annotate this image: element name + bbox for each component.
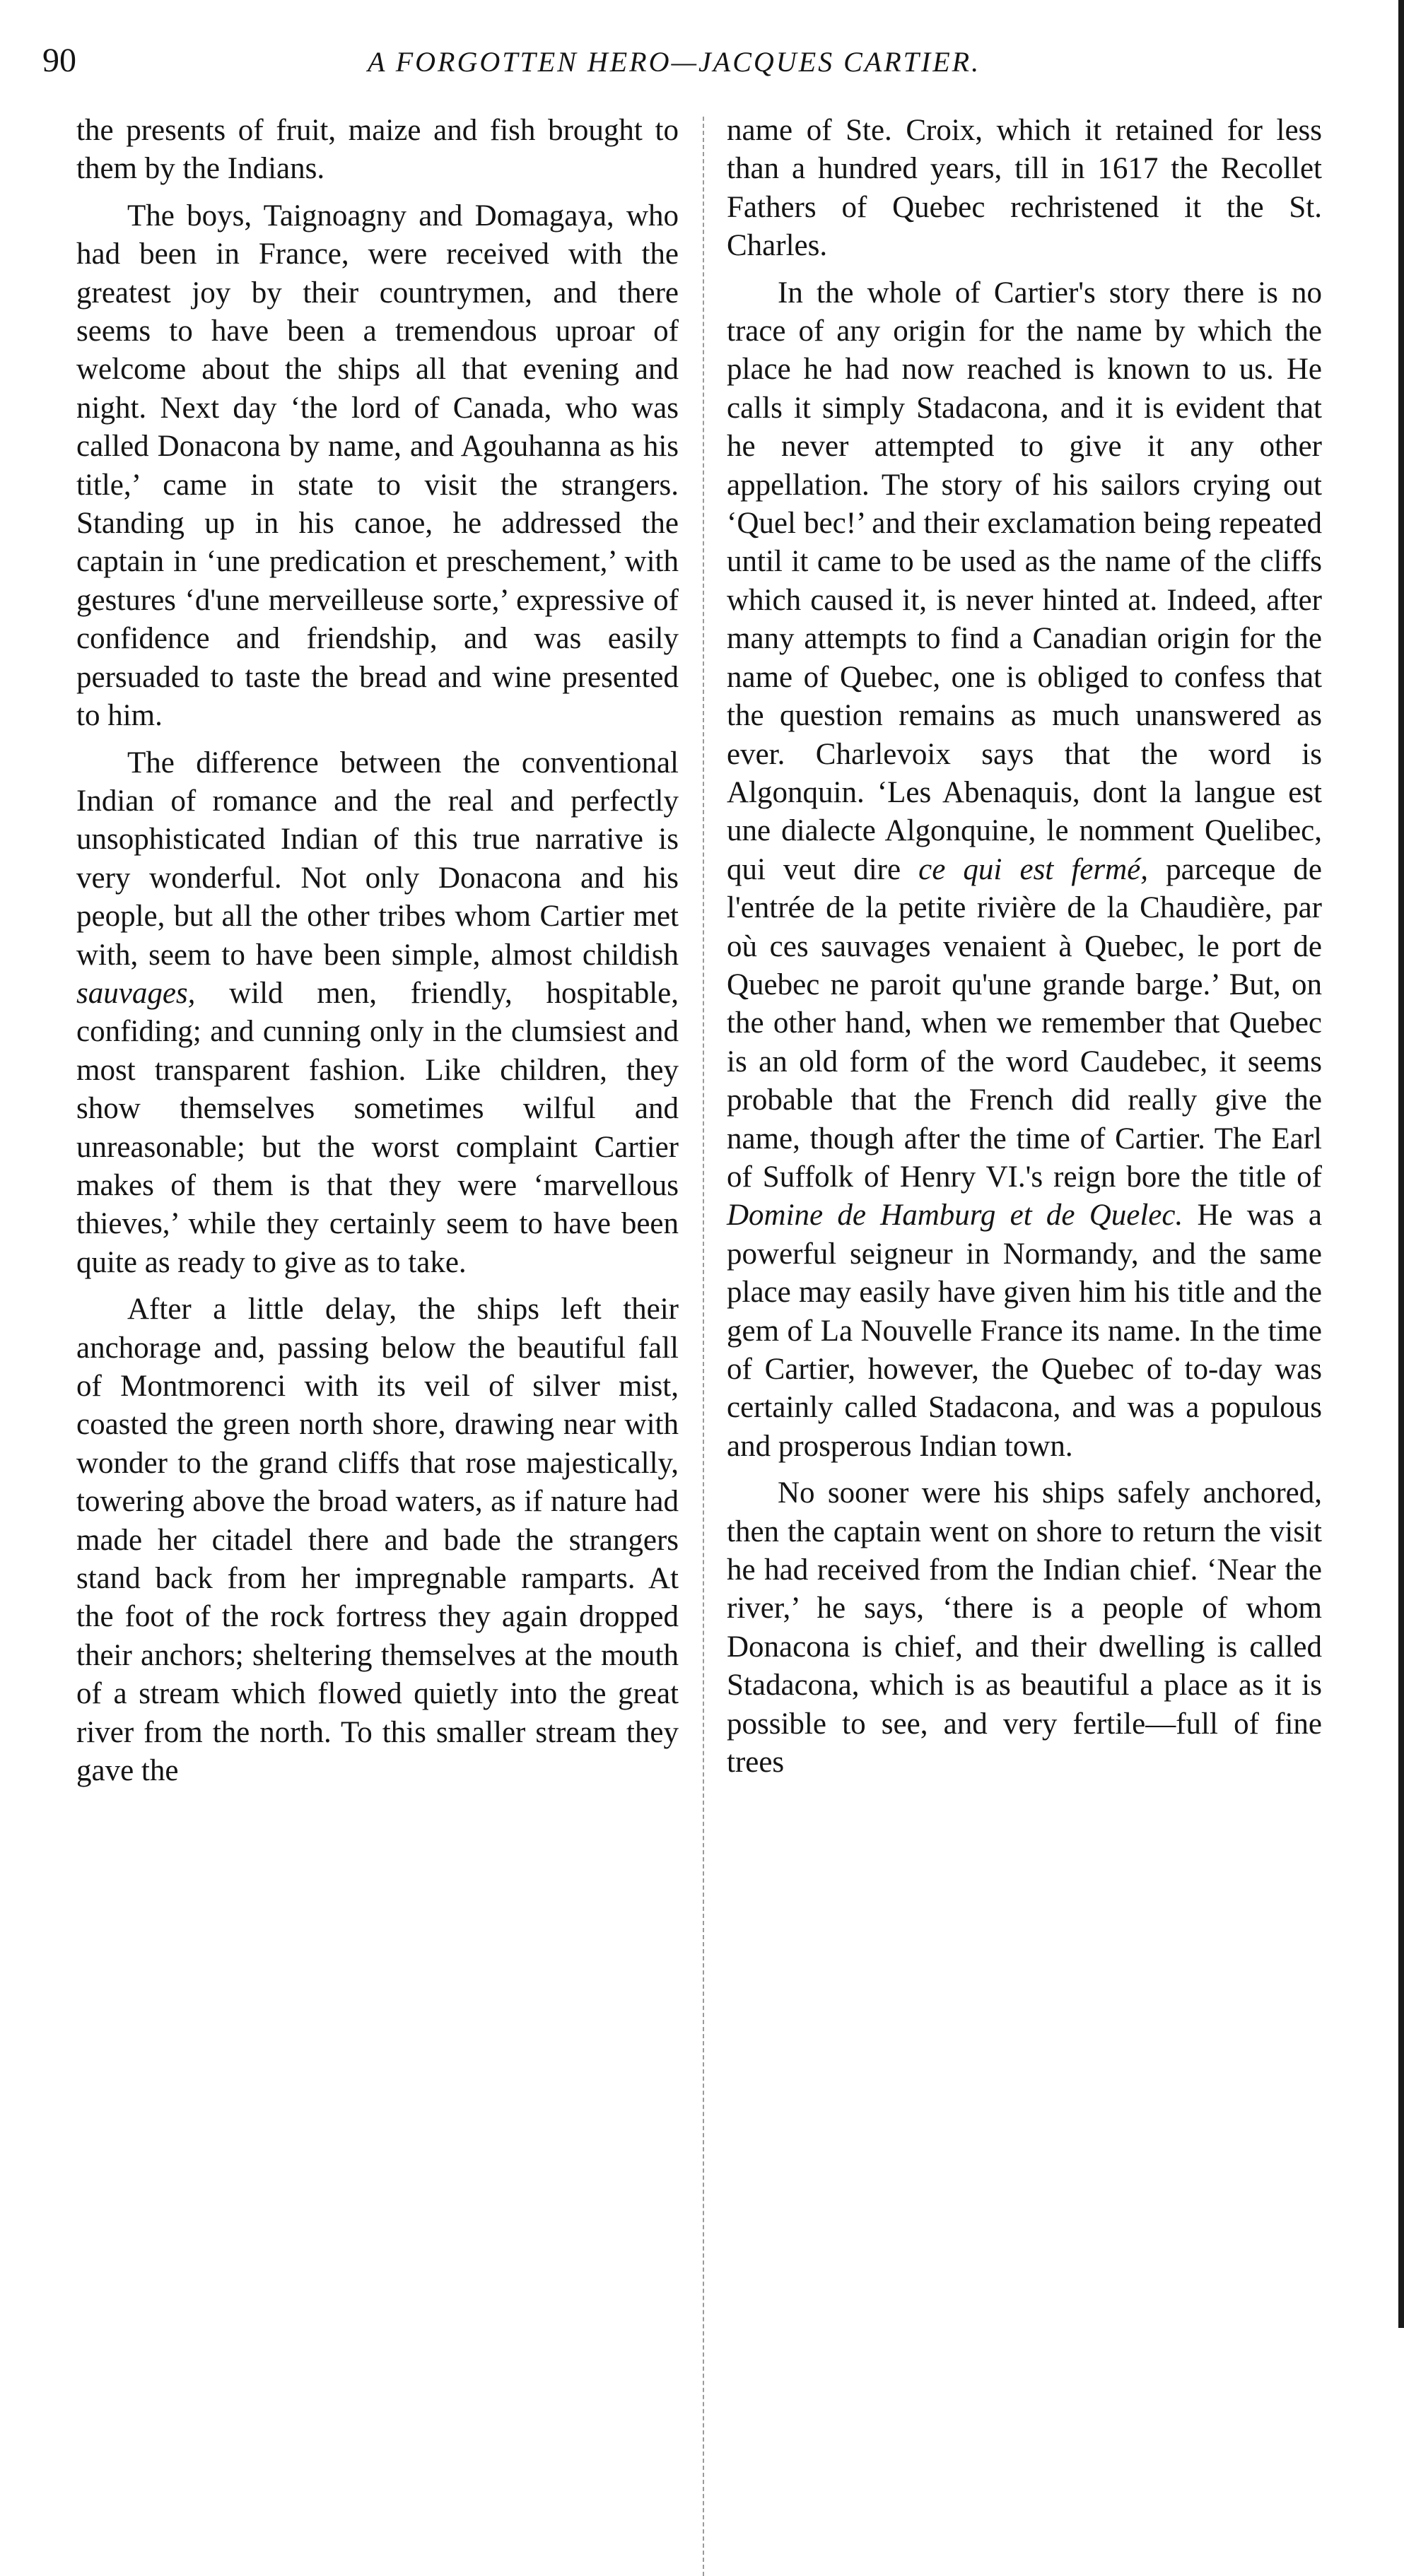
page-header xyxy=(42,41,1060,90)
left-paragraph-3-text-a: The difference between the conventional Indian of romance and the real and perfectly unsophisticated Indian of this true narrative is very wonderful. Not only Donacona and his people, but all the other tribes whom Cartier met with, seem to have been simple, almost childish xyxy=(76,746,679,972)
left-paragraph-2: The boys, Taignoagny and Domagaya, who had been in France, were received with the greatest joy by their countrymen, and there seems to have been a tremendous uproar of welcome about the ships all that evening and night. Next day ‘the lord of Canada, who was called Donacona by name, and Agouhanna as his title,’ came in state to visit the strangers. Standing up in his canoe, he addressed the captain in ‘une predication et preschement,’ with gestures ‘d'une merveilleuse sorte,’ expressive of confidence and friendship, and was easily persuaded to taste the bread and wine presented to him. xyxy=(76,199,679,733)
right-paragraph-2-text-b: parceque de l'entrée de la petite rivière de la Chaudière, par où ces sauvages venaient à Quebec, le port de Quebec ne paroit qu'une grande barge.’ But, on the other hand, when we remember that Quebec is an old form of the word Caudebec, it seems probable that the French did really give the name, though after the time of Cartier. The Earl of Suffolk of Henry VI.'s reign bore the title of xyxy=(727,852,1322,1194)
left-paragraph-1: the presents of fruit, maize and fish brought to them by the Indians. xyxy=(76,114,679,186)
left-paragraph-3-italic: sauvages, xyxy=(76,976,196,1010)
right-paragraph-3: No sooner were his ships safely anchored, then the captain went on shore to return the visit he had received from the Indian chief. ‘Near the river,’ he says, ‘there is a people of whom Donacona is chief, and their dwelling is called Stadacona, which is as beautiful a place as it is possible to see, and very fertile—full of fine trees xyxy=(727,1476,1322,1780)
right-paragraph-1: name of Ste. Croix, which it retained for less than a hundred years, till in 1617 the Recollet Fathers of Quebec rechristened it the St. Charles. xyxy=(727,114,1322,263)
left-paragraph-3 xyxy=(76,744,679,1283)
right-paragraph-2-italic-2: Domine de Hamburg et de Quelec. xyxy=(727,1199,1183,1233)
left-column xyxy=(76,112,679,1790)
right-paragraph-2-text-a: In the whole of Cartier's story there is no trace of any origin for the name by which the place he had now reached is known to us. He calls it simply Stadacona, and it is evident that he never attempted to give it any other appellation. The story of his sailors crying out ‘Quel bec!’ and their exclamation being repeated until it came to be used as the name of the cliffs which caused it, is never hinted at. Indeed, after many attempts to find a Canadian origin for the name of Quebec, one is obliged to confess that the question remains as much unanswered as ever. Charlevoix says that the word is Algonquin. ‘Les Abenaquis, dont la langue est une dialecte Algonquine, le nomment Quelibec, qui veut dire xyxy=(727,276,1322,886)
running-title: A FORGOTTEN HERO—JACQUES CARTIER. xyxy=(368,46,981,78)
column-divider xyxy=(703,117,704,2576)
right-paragraph-2-text-c: He was a powerful seigneur in Normandy, and the same place may easily have given him his title and the gem of La Nouvelle France its name. In the time of Cartier, however, the Quebec of to-day was certainly called Stadacona, and was a populous and prosperous Indian town. xyxy=(727,1199,1322,1463)
right-column xyxy=(727,112,1322,1782)
left-paragraph-4: After a little delay, the ships left their anchorage and, passing below the beautiful fall of Montmorenci with its veil of silver mist, coasted the green north shore, drawing near with wonder to the grand cliffs that rose majestically, towering above the broad waters, as if nature had made her citadel there and bade the strangers stand back from her impregnable ramparts. At the foot of the rock fortress they again dropped their anchors; sheltering themselves at the mouth of a stream which flowed quietly into the great river from the north. To this smaller stream they gave the xyxy=(76,1293,679,1788)
page-edge-shadow xyxy=(1398,0,1404,2328)
page-number: 90 xyxy=(42,42,76,79)
left-paragraph-3-text-b: wild men, friendly, hospitable, confiding; and cunning only in the clumsiest and most transparent fashion. Like children, they show themselves sometimes wilful and unreasonable; but the worst complaint Cartier makes of them is that they were ‘marvellous thieves,’ while they certainly seem to have been quite as ready to give as to take. xyxy=(76,976,679,1279)
right-paragraph-2 xyxy=(727,274,1322,1466)
right-paragraph-2-italic-1: ce qui est fermé, xyxy=(918,852,1149,886)
